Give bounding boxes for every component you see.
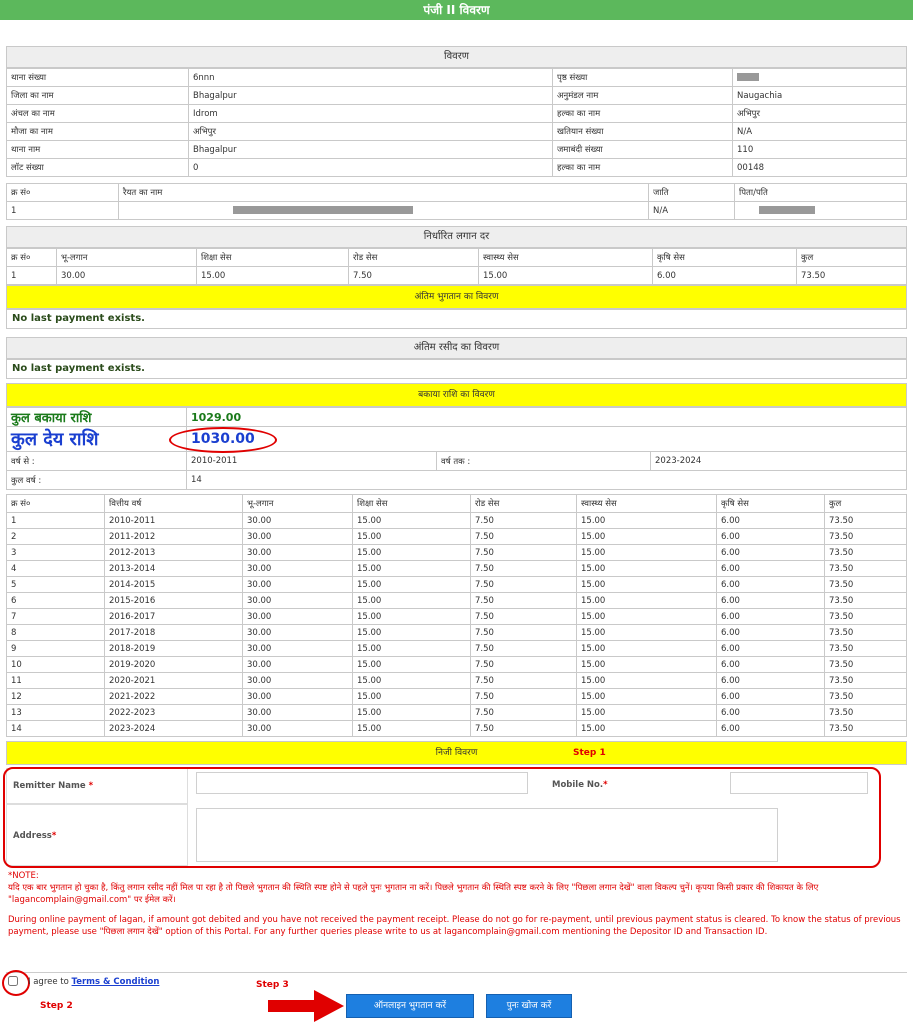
table-row [7, 657, 907, 673]
dues-cell: 30.00 [243, 545, 353, 561]
dues-cell: 10 [7, 657, 105, 673]
raiyat-header-father: पिता/पति [735, 184, 907, 202]
table-row [7, 641, 907, 657]
dues-cell: 7.50 [471, 593, 577, 609]
raiyat-header-name: रैयत का नाम [119, 184, 649, 202]
page-header: पंजी II विवरण [0, 0, 913, 20]
dues-cell: 15.00 [577, 625, 717, 641]
dues-cell: 15.00 [577, 609, 717, 625]
payable-highlight-circle [169, 427, 277, 453]
details-v2 [733, 69, 907, 87]
dues-cell: 15.00 [353, 513, 471, 529]
last-payment-message: No last payment exists. [6, 309, 907, 329]
table-row [7, 529, 907, 545]
dues-cell: 7.50 [471, 689, 577, 705]
lagan-header: स्वास्थ्य सेस [479, 249, 653, 267]
arrow-right-icon [268, 990, 344, 1022]
table-row [7, 609, 907, 625]
dues-cell: 15.00 [577, 529, 717, 545]
dues-cell: 30.00 [243, 577, 353, 593]
agree-text: I agree to Terms & Condition [28, 977, 160, 987]
payer-title [6, 741, 907, 765]
dues-cell: 30.00 [243, 513, 353, 529]
details-l1: लॉट संख्या [7, 159, 189, 177]
dues-cell: 15.00 [577, 705, 717, 721]
dues-cell: 73.50 [825, 593, 907, 609]
dues-cell: 2021-2022 [105, 689, 243, 705]
dues-cell: 7.50 [471, 561, 577, 577]
details-v2: N/A [733, 123, 907, 141]
total-due-value: 1029.00 [187, 408, 907, 427]
table-row [7, 513, 907, 529]
dues-cell: 73.50 [825, 609, 907, 625]
dues-cell: 15.00 [353, 721, 471, 737]
dues-cell: 30.00 [243, 625, 353, 641]
dues-cell: 15.00 [353, 705, 471, 721]
address-label: Address* [13, 831, 57, 841]
dues-cell: 15.00 [353, 593, 471, 609]
table-row [7, 673, 907, 689]
dues-cell: 2022-2023 [105, 705, 243, 721]
details-row [7, 87, 907, 105]
dues-cell: 73.50 [825, 705, 907, 721]
details-v1: Bhagalpur [189, 141, 553, 159]
details-v1: Idrom [189, 105, 553, 123]
details-l2: हल्का का नाम [553, 105, 733, 123]
dues-cell: 14 [7, 721, 105, 737]
dues-cell: 7.50 [471, 529, 577, 545]
table-row [7, 705, 907, 721]
lagan-header: कृषि सेस [653, 249, 797, 267]
dues-cell: 73.50 [825, 529, 907, 545]
dues-header: कृषि सेस [717, 495, 825, 513]
raiyat-table [6, 183, 907, 220]
step1-highlight [3, 767, 881, 868]
details-v2: अभिपुर [733, 105, 907, 123]
dues-cell: 15.00 [577, 561, 717, 577]
dues-cell: 6.00 [717, 625, 825, 641]
dues-summary-table [6, 407, 907, 490]
dues-cell: 2017-2018 [105, 625, 243, 641]
details-l1: जिला का नाम [7, 87, 189, 105]
dues-cell: 15.00 [577, 641, 717, 657]
dues-cell: 7.50 [471, 625, 577, 641]
dues-cell: 6.00 [717, 577, 825, 593]
dues-cell: 6.00 [717, 513, 825, 529]
dues-cell: 15.00 [353, 689, 471, 705]
details-row [7, 159, 907, 177]
dues-cell: 6.00 [717, 641, 825, 657]
dues-cell: 15.00 [353, 577, 471, 593]
dues-cell: 73.50 [825, 673, 907, 689]
lagan-cell: 6.00 [653, 267, 797, 285]
details-row [7, 105, 907, 123]
dues-header: कुल [825, 495, 907, 513]
dues-cell: 15.00 [353, 641, 471, 657]
details-l2: जमाबंदी संख्या [553, 141, 733, 159]
lagan-header: कुल [797, 249, 907, 267]
details-v2: Naugachia [733, 87, 907, 105]
dues-header: वित्तीय वर्ष [105, 495, 243, 513]
from-year-label: वर्ष से : [7, 452, 187, 471]
dues-cell: 7.50 [471, 641, 577, 657]
mobile-label: Mobile No.* [552, 780, 608, 790]
dues-cell: 15.00 [353, 625, 471, 641]
lagan-header: शिक्षा सेस [197, 249, 349, 267]
lagan-cell: 1 [7, 267, 57, 285]
dues-cell: 30.00 [243, 609, 353, 625]
details-v1: अभिपुर [189, 123, 553, 141]
details-l1: मौजा का नाम [7, 123, 189, 141]
dues-cell: 4 [7, 561, 105, 577]
years-value: 14 [187, 471, 907, 490]
dues-cell: 2014-2015 [105, 577, 243, 593]
table-row [7, 545, 907, 561]
dues-cell: 6.00 [717, 673, 825, 689]
dues-header: क्र सं० [7, 495, 105, 513]
dues-cell: 15.00 [577, 673, 717, 689]
step3-label: Step 3 [256, 980, 289, 990]
table-row [7, 689, 907, 705]
dues-cell: 7.50 [471, 657, 577, 673]
details-row [7, 141, 907, 159]
dues-table [6, 494, 907, 737]
last-payment-title: अंतिम भुगतान का विवरण [6, 285, 907, 309]
dues-cell: 11 [7, 673, 105, 689]
dues-cell: 6.00 [717, 689, 825, 705]
dues-cell: 2 [7, 529, 105, 545]
dues-cell: 2018-2019 [105, 641, 243, 657]
online-payment-button[interactable]: ऑनलाइन भुगतान करें [346, 994, 474, 1018]
lagan-cell: 7.50 [349, 267, 479, 285]
from-year-value: 2010-2011 [187, 452, 437, 471]
dues-cell: 7.50 [471, 721, 577, 737]
dues-cell: 13 [7, 705, 105, 721]
dues-cell: 30.00 [243, 673, 353, 689]
details-v2: 00148 [733, 159, 907, 177]
dues-cell: 30.00 [243, 689, 353, 705]
lagan-cell: 15.00 [479, 267, 653, 285]
details-title: विवरण [6, 46, 907, 68]
dues-cell: 6.00 [717, 593, 825, 609]
dues-cell: 73.50 [825, 545, 907, 561]
dues-cell: 2016-2017 [105, 609, 243, 625]
dues-cell: 15.00 [577, 657, 717, 673]
years-label: कुल वर्ष : [7, 471, 187, 490]
details-l2: खतियान संख्या [553, 123, 733, 141]
lagan-cell: 73.50 [797, 267, 907, 285]
terms-link[interactable]: Terms & Condition [71, 977, 160, 987]
dues-cell: 73.50 [825, 513, 907, 529]
dues-cell: 15.00 [353, 561, 471, 577]
dues-cell: 30.00 [243, 641, 353, 657]
dues-cell: 2015-2016 [105, 593, 243, 609]
lagan-cell: 15.00 [197, 267, 349, 285]
dues-header: भू-लगान [243, 495, 353, 513]
lagan-header: क्र सं० [7, 249, 57, 267]
details-row [7, 69, 907, 87]
dues-title: बकाया राशि का विवरण [6, 383, 907, 407]
dues-cell: 7.50 [471, 545, 577, 561]
dues-cell: 15.00 [353, 609, 471, 625]
details-l1: थाना संख्या [7, 69, 189, 87]
main-content [6, 46, 907, 765]
step2-circle [2, 970, 30, 996]
dues-cell: 73.50 [825, 689, 907, 705]
dues-cell: 5 [7, 577, 105, 593]
dues-cell: 15.00 [353, 673, 471, 689]
dues-header: रोड सेस [471, 495, 577, 513]
dues-cell: 15.00 [577, 593, 717, 609]
dues-cell: 2012-2013 [105, 545, 243, 561]
dues-cell: 15.00 [577, 545, 717, 561]
details-table [6, 68, 907, 177]
dues-cell: 73.50 [825, 721, 907, 737]
dues-cell: 2011-2012 [105, 529, 243, 545]
raiyat-name-redacted [119, 202, 649, 220]
dues-cell: 73.50 [825, 561, 907, 577]
dues-cell: 15.00 [577, 577, 717, 593]
dues-cell: 2023-2024 [105, 721, 243, 737]
total-due-label: कुल बकाया राशि [7, 408, 187, 427]
note-block [8, 870, 903, 938]
table-row [7, 593, 907, 609]
dues-cell: 7.50 [471, 705, 577, 721]
dues-cell: 30.00 [243, 529, 353, 545]
dues-cell: 15.00 [577, 513, 717, 529]
step1-label: Step 1 [573, 748, 606, 758]
dues-cell: 6.00 [717, 529, 825, 545]
dues-cell: 6.00 [717, 609, 825, 625]
dues-cell: 12 [7, 689, 105, 705]
details-l1: अंचल का नाम [7, 105, 189, 123]
dues-cell: 30.00 [243, 561, 353, 577]
dues-cell: 6 [7, 593, 105, 609]
details-l2: अनुमंडल नाम [553, 87, 733, 105]
remitter-name-label: Remitter Name * [13, 781, 94, 791]
dues-cell: 73.50 [825, 625, 907, 641]
lagan-table [6, 248, 907, 285]
dues-cell: 2010-2011 [105, 513, 243, 529]
dues-cell: 6.00 [717, 705, 825, 721]
dues-cell: 6.00 [717, 561, 825, 577]
to-year-label: वर्ष तक : [437, 452, 651, 471]
details-row [7, 123, 907, 141]
details-v1: 6nnn [189, 69, 553, 87]
lagan-cell: 30.00 [57, 267, 197, 285]
search-again-button[interactable]: पुनः खोज करें [486, 994, 572, 1018]
dues-cell: 15.00 [353, 545, 471, 561]
raiyat-header-caste: जाति [649, 184, 735, 202]
dues-cell: 15.00 [353, 657, 471, 673]
dues-cell: 15.00 [577, 721, 717, 737]
dues-cell: 73.50 [825, 641, 907, 657]
dues-cell: 9 [7, 641, 105, 657]
note-hindi: यदि एक बार भुगतान हो चुका है, किंतु लगान रसीद नहीं मिल पा रहा है तो पिछले भुगतान की स्थिति स्पष्ट होने से पहले पुनः भुगतान ना करें। पिछले भुगतान की स्थिति स्पष्ट करने के लिए "पिछला लगान देखें" वाला विकल्प चुनें। कृपया किसी प्रकार की शिकायत के लिए "lagancomplain@gmail.com" पर ईमेल करें। [8, 883, 819, 905]
dues-cell: 6.00 [717, 657, 825, 673]
lagan-header: भू-लगान [57, 249, 197, 267]
dues-header: स्वास्थ्य सेस [577, 495, 717, 513]
dues-cell: 2019-2020 [105, 657, 243, 673]
payable-value: 1030.00 [187, 427, 907, 452]
dues-cell: 30.00 [243, 593, 353, 609]
lagan-header: रोड सेस [349, 249, 479, 267]
raiyat-father-redacted [735, 202, 907, 220]
raiyat-caste: N/A [649, 202, 735, 220]
details-v1: 0 [189, 159, 553, 177]
dues-cell: 6.00 [717, 721, 825, 737]
dues-header: शिक्षा सेस [353, 495, 471, 513]
table-row [7, 721, 907, 737]
dues-cell: 15.00 [577, 689, 717, 705]
dues-cell: 3 [7, 545, 105, 561]
note-heading: *NOTE: [8, 871, 39, 881]
dues-cell: 6.00 [717, 545, 825, 561]
payer-title-text: निजी विवरण [435, 748, 478, 758]
dues-cell: 73.50 [825, 577, 907, 593]
table-row [7, 561, 907, 577]
dues-cell: 2020-2021 [105, 673, 243, 689]
dues-cell: 8 [7, 625, 105, 641]
dues-cell: 30.00 [243, 721, 353, 737]
dues-cell: 1 [7, 513, 105, 529]
dues-cell: 30.00 [243, 705, 353, 721]
raiyat-header-sn: क्र सं० [7, 184, 119, 202]
details-v1: Bhagalpur [189, 87, 553, 105]
page-number-redacted [737, 73, 759, 81]
step2-label: Step 2 [40, 1001, 73, 1011]
note-english: During online payment of lagan, if amount got debited and you have not received the payment receipt. Please do not go for re-payment, until previous payment status is cleared. To know the status of previous payment, please use "पिछला लगान देखें" option of this Portal. For any further queries please write to us at lagancomplain@gmail.com mentioning the Depositor ID and Transaction ID. [8, 915, 901, 937]
divider [6, 972, 907, 973]
to-year-value: 2023-2024 [651, 452, 907, 471]
details-l1: थाना नाम [7, 141, 189, 159]
dues-cell: 7.50 [471, 577, 577, 593]
dues-cell: 7.50 [471, 609, 577, 625]
details-l2: हल्का का नाम [553, 159, 733, 177]
dues-cell: 30.00 [243, 657, 353, 673]
dues-cell: 2013-2014 [105, 561, 243, 577]
dues-cell: 7 [7, 609, 105, 625]
last-receipt-title: अंतिम रसीद का विवरण [6, 337, 907, 359]
details-l2: पृष्ठ संख्या [553, 69, 733, 87]
dues-cell: 7.50 [471, 673, 577, 689]
dues-cell: 15.00 [353, 529, 471, 545]
raiyat-sn: 1 [7, 202, 119, 220]
table-row [7, 625, 907, 641]
table-row [7, 577, 907, 593]
last-receipt-message: No last payment exists. [6, 359, 907, 379]
dues-cell: 73.50 [825, 657, 907, 673]
details-v2: 110 [733, 141, 907, 159]
payable-label: कुल देय राशि [7, 427, 187, 452]
lagan-title: निर्धारित लगान दर [6, 226, 907, 248]
dues-cell: 7.50 [471, 513, 577, 529]
